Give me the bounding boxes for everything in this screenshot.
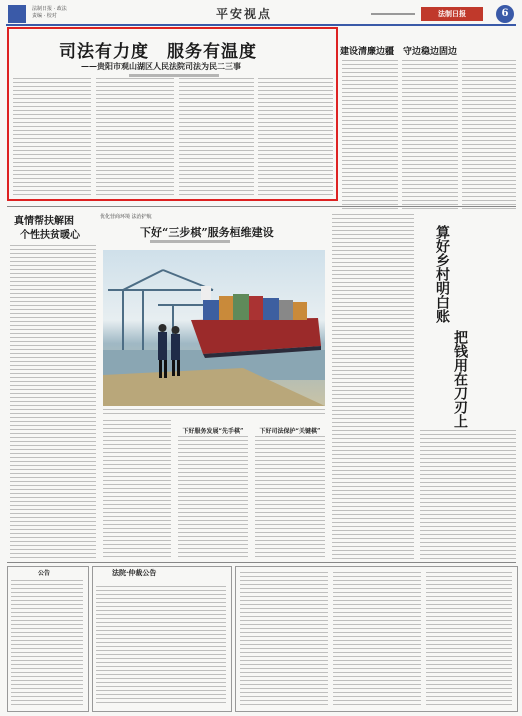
feature-text-col4 bbox=[258, 78, 333, 196]
right-vertical-headline-2: 把钱用在刀刃上 bbox=[452, 330, 468, 428]
center-text-col3 bbox=[255, 436, 325, 560]
classified-ad-text-2 bbox=[333, 572, 421, 706]
classified-ad-text-1 bbox=[240, 572, 328, 706]
right-top-text-col1 bbox=[342, 60, 398, 210]
port-ship-illustration bbox=[103, 250, 325, 406]
right-vertical-headline-1: 算好乡村明白账 bbox=[434, 225, 450, 323]
paper-logo-icon bbox=[8, 5, 26, 23]
masthead bbox=[6, 4, 516, 26]
right-top-headline: 建设清廉边疆 守边稳边固边 bbox=[340, 47, 458, 57]
court-notice-text bbox=[96, 586, 226, 706]
notice-ad-title: 公告 bbox=[38, 570, 51, 577]
left-story-headline-2: 个性扶贫暖心 bbox=[20, 230, 80, 241]
page-number: 6 bbox=[496, 5, 514, 23]
center-story-headline: 下好“三步棋”服务桓维建设 bbox=[140, 226, 274, 239]
right-top-text-col2 bbox=[402, 60, 458, 210]
masthead-date-line bbox=[371, 13, 415, 15]
classified-ad-text-3 bbox=[426, 572, 512, 706]
feature-text-col3 bbox=[179, 78, 254, 196]
mid-right-text bbox=[332, 214, 414, 560]
port-ship-photo bbox=[103, 250, 325, 406]
feature-subhead: ——贵阳市观山湖区人民法院司法为民二三事 bbox=[81, 61, 241, 71]
center-subhead-1: 下好服务发展“先手棋” bbox=[182, 428, 244, 435]
bottom-divider bbox=[7, 562, 516, 563]
masthead-meta-line2: 责编 · 校对 bbox=[32, 13, 57, 19]
right-top-text-col3 bbox=[462, 60, 516, 210]
masthead-meta-line1: 法制日报 · 政法 bbox=[32, 6, 67, 12]
top-divider bbox=[7, 206, 516, 207]
section-title: 平安视点 bbox=[216, 7, 273, 21]
masthead-meta bbox=[32, 6, 67, 20]
feature-headline: 司法有力度 服务有温度 bbox=[59, 42, 257, 62]
center-text-col1 bbox=[103, 420, 171, 560]
photo-caption bbox=[103, 409, 325, 414]
left-story-headline-1: 真情帮扶解困 bbox=[14, 216, 74, 227]
brand-badge: 法制日报 bbox=[421, 7, 483, 21]
feature-text-col2 bbox=[96, 78, 174, 196]
container-stack bbox=[201, 286, 307, 320]
court-notice-title: 法院·仲裁公告 bbox=[112, 568, 157, 577]
center-story-byline bbox=[150, 240, 230, 243]
left-story-text bbox=[10, 245, 96, 560]
center-subhead-2: 下好司法保护“关键棋” bbox=[259, 428, 321, 435]
center-story-kicker: 优化营商环境 法治护航 bbox=[100, 214, 152, 220]
right-vertical-text bbox=[420, 430, 516, 560]
feature-byline bbox=[129, 74, 219, 77]
feature-text-col1 bbox=[13, 78, 91, 196]
notice-ad-text bbox=[11, 580, 83, 706]
center-text-col2 bbox=[178, 436, 248, 560]
